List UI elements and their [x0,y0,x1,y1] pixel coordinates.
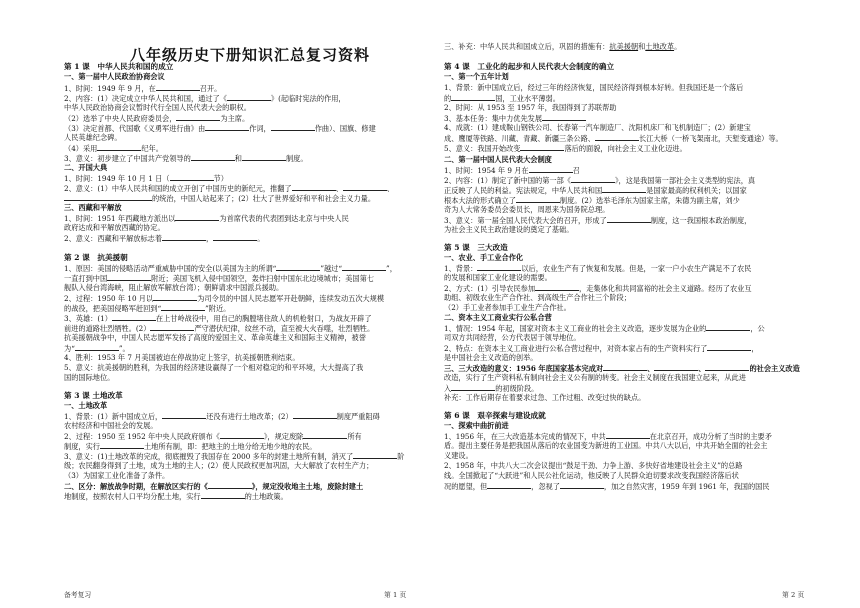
fill-in-blank [161,303,205,311]
text-line [444,383,538,393]
text-line [64,363,363,372]
text-segment: 召开。 [199,84,222,93]
fill-in-blank [602,185,646,193]
text-segment: 是中国社会主义改造的创举。 [444,353,538,362]
text-line [444,185,747,195]
text-line [444,225,573,234]
text-segment: 纪年。 [141,144,163,153]
fill-in-blank [606,431,650,439]
fill-in-blank [162,233,206,241]
text-segment: 2、特点：在资本主义工商业进行公私合营过程中，对资本家占有的生产资料实行了 [444,344,708,353]
text-segment: 3、意义：第一届全国人民代表大会的召开，形成了 [444,216,607,225]
text-segment: 一、农业、手工业合作化 [444,253,524,262]
text-segment: ”， [386,264,397,273]
text-segment: 盾。提出主要任务是把我国从落后的农业国变为新进的工业国。中共八大以后，中共开始全面的社会主 [444,441,768,450]
text-segment: 1、时间：1954 年 9 月在 [444,166,529,175]
text-line [64,441,316,451]
text-segment: 第 3 课 土地改革 [64,391,123,400]
fill-in-blank [303,431,347,439]
text-line [444,421,509,430]
text-segment: 》(起临时宪法的作用， [270,94,346,103]
text-segment: 第 2 课 抗美援朝 [64,253,128,262]
text-line [64,193,375,203]
fill-in-blank [529,165,573,173]
text-segment: 的初级阶段。 [495,384,539,393]
text-segment: 所有 [347,432,362,441]
text-segment: 抗美援朝战争中，中国人民志愿军发扬了高度的爱国主义、革命英雄主义和国际主义精神，被誉 [64,333,366,342]
text-segment: 助组、初级农业生产合作社、到高级生产合作社三个阶段； [444,293,631,302]
text-segment: 4、成就：(1）建成鞍山钢铁公司、长春第一汽车制造厂、沈阳机床厂和飞机制造厂；(2）新建宝 [444,123,751,132]
text-segment: 2、过程：1950 年 10 月以 [64,294,154,303]
text-line [444,103,616,112]
text-segment: 2、1958 年，中共八大二次会议提出“鼓足干劲、力争上游、多快好省地建设社会主义”的总路 [444,461,743,470]
text-segment: ，公 [750,324,765,333]
text-line [64,461,373,470]
fill-in-blank [227,93,271,101]
text-segment: 1、背景： [444,264,478,273]
text-line [444,175,755,185]
page-number-1: 第 1 页 [384,591,407,599]
text-line [444,253,523,262]
text-line [444,143,687,153]
text-line [444,333,581,342]
text-line [64,263,397,273]
fill-in-blank [477,263,521,271]
fill-in-blank [292,183,336,191]
text-segment: 的统治，中国人站起来了；(2）壮大了世界爱好和平和社会主义力量。 [152,194,376,203]
text-line [64,123,376,133]
text-line [444,165,580,175]
text-line [444,411,546,420]
text-segment: 3、英雄：(1） [64,314,112,323]
text-segment: 召 [572,166,580,175]
text-segment: ”附近。 [205,304,231,313]
text-segment: 1、原因：美国的侵略活动严重威胁中国的安全(以美国为主的所谓“ [64,264,277,273]
fill-in-blank [451,93,495,101]
fill-in-blank [64,193,108,201]
fill-in-blank [150,323,194,331]
text-line [444,195,740,205]
text-line [444,393,645,402]
text-segment: 1、情况：1954 年起，国家对资本主义工商业的社会主义改造，逐步发展为企业的 [444,324,707,333]
text-line [444,461,742,470]
text-segment: 二、开国大典 [64,163,108,172]
text-line [64,313,372,323]
fill-in-blank [107,273,151,281]
text-line [444,93,560,103]
text-line [64,173,228,183]
text-segment: ”。 [118,344,130,353]
fill-in-blank [607,215,651,223]
text-line [444,363,800,373]
text-segment: 4、胜利：1953 年 7 月美国被迫在停战协定上签字，抗美援朝胜利结束。 [64,353,300,362]
text-segment: 》，规定废除 [263,432,304,441]
text-line [64,353,300,362]
fill-in-blank [520,143,564,151]
text-line [64,223,165,232]
text-segment: 1、时间：1949 年 9 月，在 [64,84,156,93]
text-line [444,293,631,302]
text-segment: 地制度，按照农村人口平均分配土地，实行 [64,492,201,501]
text-line [64,143,163,153]
fill-in-blank [353,451,397,459]
text-segment: 、 [698,364,706,373]
text-segment: 的 [444,94,452,103]
text-segment: 入 [444,384,452,393]
text-segment: 国，工业水平薄弱。 [495,94,560,103]
text-segment: 制度，这一我国根本政治制度， [650,216,752,225]
fill-in-blank [271,123,315,131]
text-segment: 为司令员的中国人民志愿军开赴朝鲜，连续发动五次大规模 [197,294,385,303]
fill-in-blank [205,123,249,131]
text-line [444,471,739,480]
text-segment: 改造，实行了生产资料私有制向社会主义公有制的转变。社会主义制度在我国建立起来，从此进 [444,373,746,382]
text-segment: 2、过程：1950 至 1952 年中央人民政府颁布《 [64,432,220,441]
text-segment: 为主席。 [220,114,250,123]
text-segment: 为首席代表的代表团到达北京与中央人民 [219,214,349,223]
text-segment: 附近；美国飞机入侵中国领空，轰炸扫射中国东北边境城市；美国第七 [151,274,374,283]
text-line [444,72,509,81]
text-segment: ，走集体化和共同富裕的社会主义道路。经历了农业互 [579,284,752,293]
fill-in-blank [276,263,320,271]
fill-in-blank [153,293,197,301]
text-segment: 的社会主义改造 [749,364,800,373]
text-segment: 制度。 [285,154,308,163]
text-segment: （2）手工业者参加手工业生产合作社。 [444,303,571,312]
text-line [64,283,283,292]
text-segment: 一、土地改革 [64,401,108,410]
fill-in-blank [603,363,647,371]
text-line [444,215,751,225]
text-segment: 。 [257,234,265,243]
text-line [64,133,122,142]
text-line [444,273,552,282]
text-segment: 为“ [64,344,75,353]
text-segment: 1、背景：新中国成立后，经过三年的经济恢复，国民经济得到根本好转。但我国还是一个落后 [444,83,744,92]
text-line [64,153,308,163]
fill-in-blank [100,441,144,449]
text-segment: 制度。(2）选举毛泽东为国家主席，朱德为副主席，刘少 [559,196,740,205]
text-segment: 是国家最高的权利机关；以国家 [646,186,747,195]
text-segment: 、 [335,184,343,193]
text-segment: 根本大法的形式确立了 [444,196,516,205]
text-segment: 二、第一届中国人民代表大会制度 [444,155,552,164]
text-segment: ，忽视了 [531,482,560,491]
text-segment: 况的愿望，但 [444,482,488,491]
text-line [64,471,169,480]
fill-in-blank [191,153,235,161]
text-segment: 成、鹰厦等铁路、川藏、青藏、新疆三条公路、 [444,134,595,143]
text-line [444,441,767,450]
text-segment: 第 4 课 工业化的起步和人民代表大会制度的确立 [444,62,615,71]
text-segment: 制度严重阻碍 [336,412,380,421]
text-segment: 一、第一届中人民政治协商会议 [64,72,165,81]
text-line [64,431,362,441]
fill-in-blank [706,323,750,331]
fill-in-blank [242,153,286,161]
text-segment: 、 [647,364,655,373]
text-segment: 3、意义：初步建立了中国共产党领导的 [64,154,191,163]
text-line [444,113,586,123]
fill-in-blank [175,213,219,221]
text-segment: 1、时间：1949 年 10 月 1 日（ [64,174,170,183]
text-line [64,93,346,103]
fill-in-blank [571,175,615,183]
text-segment: ”越过“ [320,264,343,273]
text-segment: 义建设。 [444,451,473,460]
text-segment: 2、内容：(1）制定了新中国的第一部《 [444,176,571,185]
text-line [444,133,783,143]
text-segment: ， [751,344,759,353]
text-line [444,263,751,273]
fill-in-blank [108,193,152,201]
text-line [64,72,165,81]
text-line [64,401,107,410]
text-line [444,283,752,293]
text-line [64,491,288,501]
fill-in-blank [170,173,214,181]
fill-in-blank [156,83,200,91]
text-segment: 和 [638,42,646,51]
text-segment: 》，规定没收地主土地，废除封建土 [251,482,364,491]
text-segment: （2）选举了中央人民政府委员会， [64,114,177,123]
fill-in-blank [97,143,141,151]
text-segment: 在北京召开，成功分析了当时的主要矛 [649,432,772,441]
text-line [444,83,743,92]
text-line [64,411,380,421]
text-line [64,273,374,283]
text-line [64,391,123,400]
fill-in-blank [220,431,264,439]
text-line [64,293,384,303]
text-segment: 作曲）、国旗、修建 [314,124,376,133]
text-line [444,205,609,214]
text-line [64,83,221,93]
text-line [64,481,363,491]
fill-in-blank [293,411,337,419]
text-segment: 三、补充：中华人民共和国成立后，巩固的措施有： [444,42,610,51]
text-line [64,323,374,333]
text-line [444,481,770,491]
fill-in-blank [176,113,220,121]
text-segment: 补充：工作后期存在着要求过急、工作过粗、改变过快的缺点。 [444,393,646,402]
text-segment: 一、探索中曲折前进 [444,421,509,430]
text-segment: 前进的道路壮烈牺牲。(2） [64,324,151,333]
text-segment: （3）决定首都、代国歌《义勇军进行曲》由 [64,124,206,133]
text-line [444,62,614,71]
fill-in-blank [213,233,257,241]
text-line [64,113,249,123]
text-segment: 奇为人大常务委员会委员长，周恩来为国务院总理。 [444,205,610,214]
fill-in-blank [535,283,579,291]
fill-in-blank [162,411,206,419]
text-segment: 舰队入侵台湾海峡，阻止解放军解放台湾）；朝鲜请求中国派兵援助。 [64,283,284,292]
text-line [444,303,571,312]
text-segment: 3、意义：(1)土地改革的完成，彻底摧毁了我国存在 2000 多年的封建土地所有制，消灭了 [64,452,354,461]
text-line [444,313,552,322]
text-segment: 级；农民翻身得到了土地，成为土地的主人；(2）使人民政权更加巩固，大大解放了农村生产力； [64,461,374,470]
text-segment: 落后的面貌，向社会主义工业化迈进。 [564,144,687,153]
fill-in-blank [75,343,119,351]
fill-in-blank [342,263,386,271]
text-segment: 正反映了人民的利益。宪法规定，中华人民共和国 [444,186,603,195]
text-line [64,253,128,262]
text-segment: 2、时间：从 1953 至 1957 年，我国得到了苏联帮助 [444,103,617,112]
text-segment: 作词， [249,124,271,133]
text-line [64,233,264,243]
text-segment: 二、资本主义工商业实行公私合营 [444,313,552,322]
fill-in-blank [516,195,560,203]
fill-in-blank [208,481,252,489]
text-segment: 一直打到中国 [64,274,108,283]
text-line [444,243,508,252]
text-segment: 的战役，把美国侵略军赶回到“ [64,304,162,313]
text-line [444,42,681,51]
text-segment: 2、内容：(1）决定成立中华人民共和国，通过了《 [64,94,227,103]
fill-in-blank [707,343,751,351]
text-segment: （4）采用 [64,144,98,153]
text-segment: 1、时间：1951 年西藏地方派出以 [64,214,176,223]
text-segment: 5、意义：抗美援朝的胜利，为我国的经济建设赢得了一个相对稳定的和平环境，大大提高了我 [64,363,364,372]
text-segment: 中华人民政治协商会议暂时代行全国人民代表大会的职权。 [64,103,251,112]
fill-in-blank [654,363,698,371]
text-segment: 还没有进行土地改革；(2） [206,412,293,421]
text-line [64,213,349,223]
text-segment: 以后，农业生产有了恢复和发展。但是，一家一户小农生产满足不了农民 [521,264,752,273]
text-segment: 国的国际地位。 [64,373,115,382]
text-segment: 1、背景：(1）新中国成立后， [64,412,163,421]
text-segment: （3）为国家工业化准备了条件。 [64,471,170,480]
text-segment: 1、1956 年，在三大改造基本完成的情况下，中共 [444,432,606,441]
fill-in-blank [705,363,749,371]
text-line [64,421,157,430]
text-line [444,451,473,460]
text-segment: 第 1 课 中华人民共和国的成立 [64,62,174,71]
text-segment: 线。全国掀起了“大跃进”和人民公社化运动，他反映了人民群众迫切要求改变我国经济落后状 [444,471,739,480]
text-line [64,343,130,353]
text-segment: 严守潜伏纪律，纹丝不动，直至被大火吞噬，壮烈牺牲。 [194,324,375,333]
text-line [64,62,173,71]
text-line [444,373,746,382]
text-line [64,303,230,313]
text-line [444,123,751,132]
text-segment: 节） [213,174,228,183]
text-segment: 在上甘岭战役中，用自己的胸膛堵住敌人的机枪射口，为战友开辟了 [155,314,372,323]
text-line [444,353,537,362]
text-segment: 抗美援朝 [609,42,639,51]
text-line [64,203,122,212]
text-line [64,373,114,382]
text-line [64,183,394,193]
text-segment: 司双方共同经营，公方代表居于领导地位。 [444,333,581,342]
text-segment: 》，这是我国第一部社会主义类型的宪法，真 [614,176,756,185]
fill-in-blank [542,113,586,121]
text-segment: 长江大桥（一桥飞架南北，天堑变通途）等。 [638,134,783,143]
text-line [444,343,759,353]
text-segment: 、 [386,184,394,193]
fill-in-blank [451,383,495,391]
fill-in-blank [343,183,387,191]
text-segment: 为社会主义民主政治建设的奠定了基础。 [444,225,574,234]
text-segment: 三、三大改造的意义：1956 年底国家基本完成对 [444,364,604,373]
text-segment: 的发展和国家工业化建设的需要。 [444,273,552,282]
text-segment: 。 [674,42,682,51]
text-segment: 三、西藏和平解放 [64,203,122,212]
text-segment: 的土地政策。 [244,492,288,501]
text-segment: 3、基本任务：集中力优先发展 [444,114,543,123]
fill-in-blank [201,491,245,499]
text-segment: 2、意义：西藏和平解放标志着 [64,234,163,243]
text-line [64,451,404,461]
text-segment: 2、意义：(1）中华人民共和国的成立开创了中国历史的新纪元，推翻了 [64,184,292,193]
page-number-2: 第 2 页 [782,591,805,599]
text-segment: 和 [234,154,242,163]
fill-in-blank [112,313,156,321]
fill-in-blank [487,481,531,489]
text-segment: 政府达成和平解放西藏的协定。 [64,223,165,232]
text-segment: 5、意义：我国开始改变 [444,144,521,153]
text-segment: 土地改革 [645,42,675,51]
text-segment: 2、方式：(1）引导农民参加 [444,284,536,293]
fill-in-blank [595,133,639,141]
text-segment: ， [206,234,214,243]
text-line [64,103,251,112]
text-segment: 第 5 课 三大改造 [444,243,508,252]
text-line [444,323,765,333]
document-title: 八年级历史下册知识汇总复习资料 [129,46,370,64]
text-segment: 第 6 课 艰辛探索与建设成就 [444,411,546,420]
text-segment: 农村经济和中国社会的发展。 [64,421,158,430]
text-line [444,431,772,441]
text-segment: 土地所有制，即：把地主的土地分给无地少地的农民。 [143,442,317,451]
fill-in-blank [560,481,604,489]
text-line [64,333,366,342]
text-segment: ，加之自然灾害，1959 年到 1961 年，我国的国民 [603,482,770,491]
text-segment: 阶 [397,452,405,461]
text-segment: 一、第一个五年计划 [444,72,509,81]
text-segment: 制度，实行 [64,442,100,451]
text-segment: 二、区分：解放战争时期，在解放区实行的《 [64,482,208,491]
text-line [64,163,107,172]
text-segment: 人民英雄纪念碑。 [64,133,122,142]
text-line [444,155,552,164]
footer-left: 备考复习 [64,591,92,599]
